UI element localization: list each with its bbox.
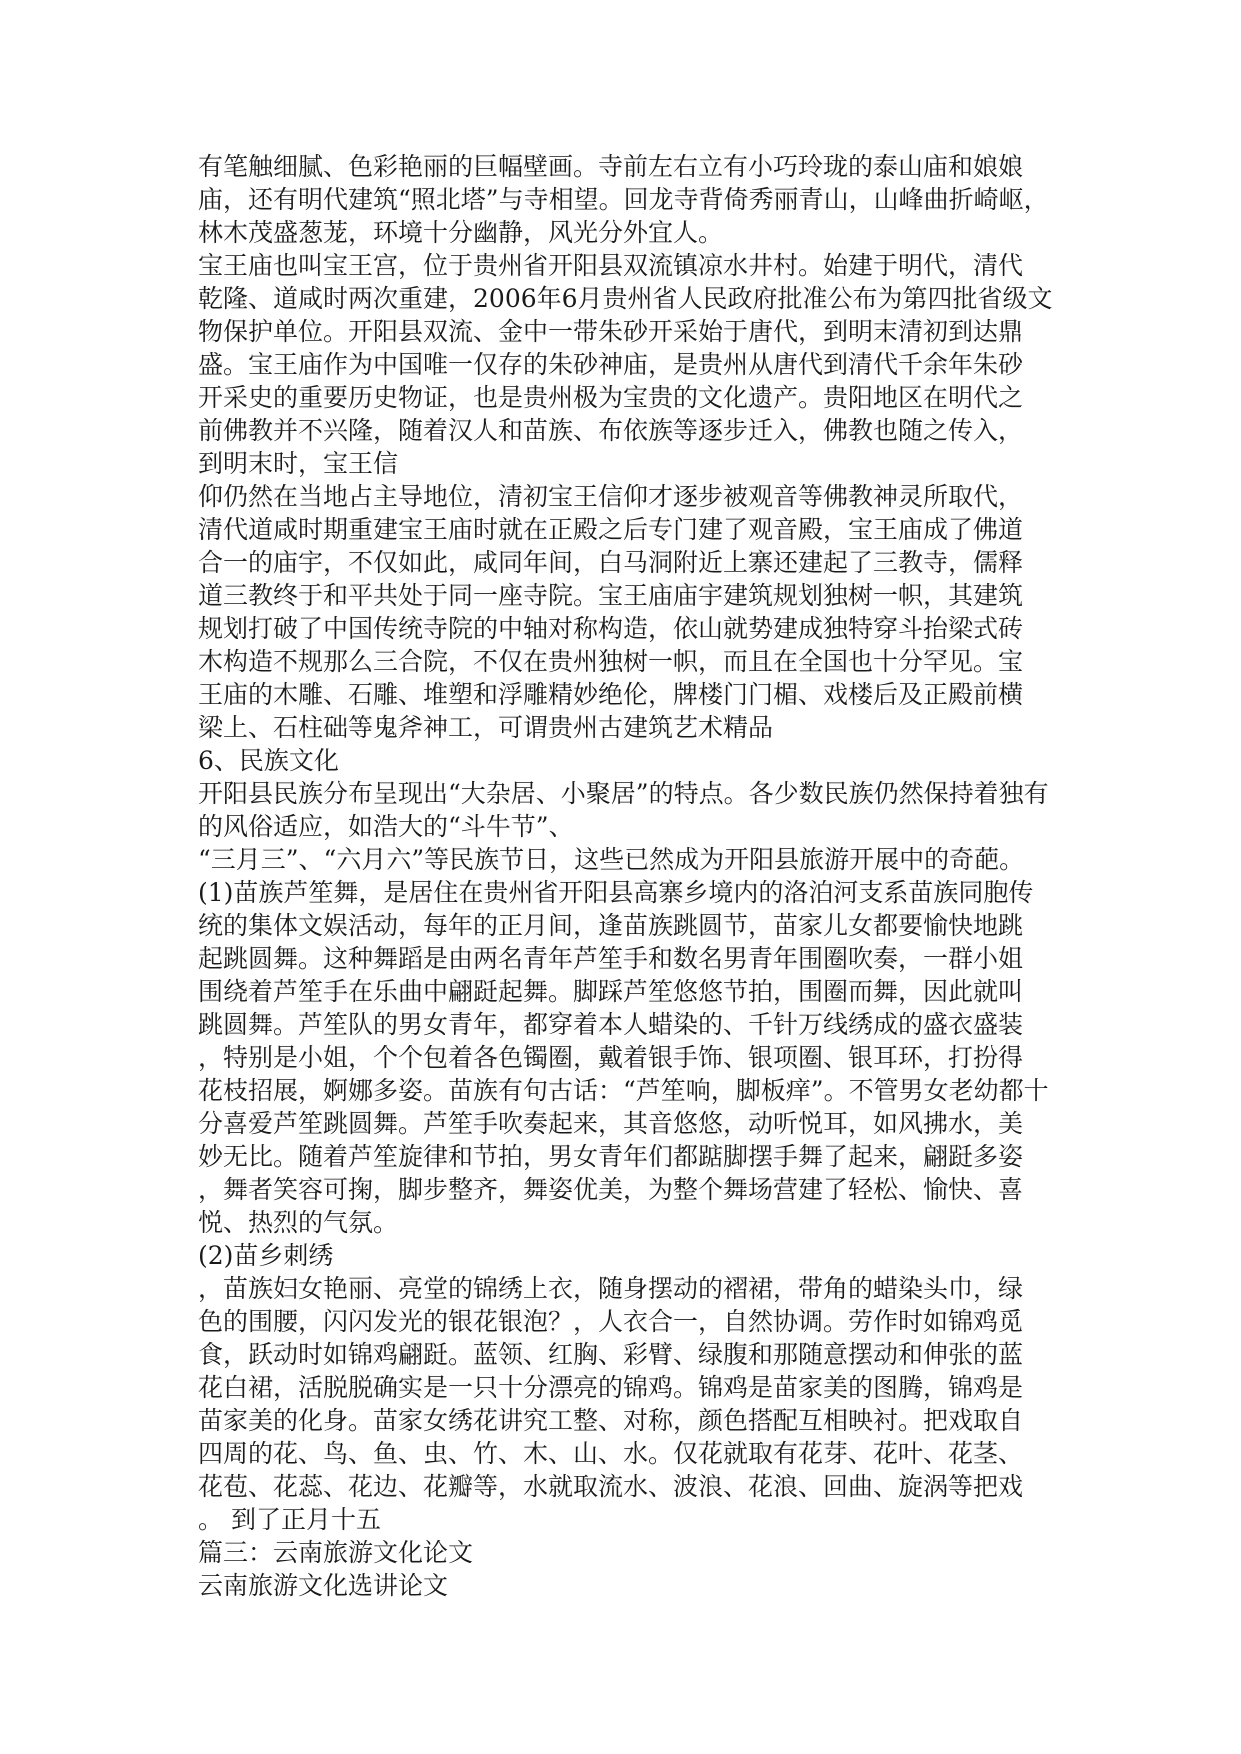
text-line: 仰仍然在当地占主导地位，清初宝王信仰才逐步被观音等佛教神灵所取代，	[198, 482, 1024, 511]
text-line: 分喜爱芦笙跳圆舞。芦笙手吹奏起来，其音悠悠，动听悦耳，如风拂水，美	[198, 1109, 1024, 1138]
text-line: 起跳圆舞。这种舞蹈是由两名青年芦笙手和数名男青年围圈吹奏，一群小姐	[198, 944, 1024, 973]
text-line: 围绕着芦笙手在乐曲中翩跹起舞。脚踩芦笙悠悠节拍，围圈而舞，因此就叫	[198, 977, 1024, 1006]
text-line: 开阳县民族分布呈现出“大杂居、小聚居”的特点。各少数民族仍然保持着独有	[198, 779, 1049, 808]
text-line: 悦、热烈的气氛。	[198, 1208, 399, 1237]
text-line: 合一的庙宇，不仅如此，咸同年间，白马洞附近上寨还建起了三教寺，儒释	[198, 548, 1024, 577]
text-line: 庙，还有明代建筑“照北塔”与寺相望。回龙寺背倚秀丽青山，山峰曲折崎岖，	[198, 185, 1049, 214]
text-line: 花枝招展，婀娜多姿。苗族有句古话：“芦笙响，脚板痒”。不管男女老幼都十	[198, 1076, 1049, 1105]
text-line: 妙无比。随着芦笙旋律和节拍，男女青年们都踮脚摆手舞了起来，翩跹多姿	[198, 1142, 1024, 1171]
text-line: 到明末时，宝王信	[198, 449, 399, 478]
text-line: ，苗族妇女艳丽、亮堂的锦绣上衣，随身摆动的褶裙，带角的蜡染头巾，绿	[198, 1274, 1024, 1303]
text-line: 梁上、石柱础等鬼斧神工，可谓贵州古建筑艺术精品	[198, 713, 774, 742]
text-line: ，特别是小姐，个个包着各色镯圈，戴着银手饰、银项圈、银耳环，打扮得	[198, 1043, 1024, 1072]
text-line: 色的围腰，闪闪发光的银花银泡？，人衣合一，自然协调。劳作时如锦鸡觅	[198, 1307, 1024, 1336]
text-line: 物保护单位。开阳县双流、金中一带朱砂开采始于唐代，到明末清初到达鼎	[198, 317, 1024, 346]
article-heading: 篇三：云南旅游文化论文	[198, 1538, 474, 1567]
text-line: 规划打破了中国传统寺院的中轴对称构造，依山就势建成独特穿斗抬梁式砖	[198, 614, 1024, 643]
text-line: 花白裙，活脱脱确实是一只十分漂亮的锦鸡。锦鸡是苗家美的图腾，锦鸡是	[198, 1373, 1024, 1402]
text-line: ，舞者笑容可掬，脚步整齐，舞姿优美，为整个舞场营建了轻松、愉快、喜	[198, 1175, 1024, 1204]
text-line: 的风俗适应，如浩大的“斗牛节”、	[198, 812, 574, 841]
text-line: 宝王庙也叫宝王宫，位于贵州省开阳县双流镇凉水井村。始建于明代，清代	[198, 251, 1024, 280]
text-line: 林木茂盛葱茏，环境十分幽静，风光分外宜人。	[198, 218, 724, 247]
text-line: 。 到了正月十五	[198, 1505, 381, 1534]
text-line: 木构造不规那么三合院，不仅在贵州独树一帜，而且在全国也十分罕见。宝	[198, 647, 1024, 676]
text-line: 花苞、花蕊、花边、花瓣等，水就取流水、波浪、花浪、回曲、旋涡等把戏	[198, 1472, 1024, 1501]
text-line: 有笔触细腻、色彩艳丽的巨幅壁画。寺前左右立有小巧玲珑的泰山庙和娘娘	[198, 152, 1024, 181]
subsection-heading: (2)苗乡刺绣	[198, 1241, 334, 1270]
text-line: 四周的花、鸟、鱼、虫、竹、木、山、水。仅花就取有花芽、花叶、花茎、	[198, 1439, 1024, 1468]
section-heading: 6、民族文化	[198, 746, 339, 775]
text-line: “三月三”、“六月六”等民族节日，这些已然成为开阳县旅游开展中的奇葩。	[198, 845, 1025, 874]
text-line: (1)苗族芦笙舞，是居住在贵州省开阳县高寨乡境内的洛泊河支系苗族同胞传	[198, 878, 1034, 907]
text-line: 食，跃动时如锦鸡翩跹。蓝领、红胸、彩臂、绿腹和那随意摆动和伸张的蓝	[198, 1340, 1024, 1369]
text-line: 苗家美的化身。苗家女绣花讲究工整、对称，颜色搭配互相映衬。把戏取自	[198, 1406, 1024, 1435]
text-line: 清代道咸时期重建宝王庙时就在正殿之后专门建了观音殿，宝王庙成了佛道	[198, 515, 1024, 544]
text-line: 王庙的木雕、石雕、堆塑和浮雕精妙绝伦，牌楼门门楣、戏楼后及正殿前横	[198, 680, 1024, 709]
text-line: 盛。宝王庙作为中国唯一仅存的朱砂神庙，是贵州从唐代到清代千余年朱砂	[198, 350, 1024, 379]
document-page	[198, 150, 1053, 1602]
text-line: 统的集体文娱活动，每年的正月间，逢苗族跳圆节，苗家儿女都要愉快地跳	[198, 911, 1024, 940]
text-line: 开采史的重要历史物证，也是贵州极为宝贵的文化遗产。贵阳地区在明代之	[198, 383, 1024, 412]
text-line: 乾隆、道咸时两次重建，2006年6月贵州省人民政府批准公布为第四批省级文	[198, 284, 1053, 313]
article-title: 云南旅游文化选讲论文	[198, 1571, 449, 1600]
text-line: 跳圆舞。芦笙队的男女青年，都穿着本人蜡染的、千针万线绣成的盛衣盛装	[198, 1010, 1024, 1039]
text-line: 前佛教并不兴隆，随着汉人和苗族、布依族等逐步迁入，佛教也随之传入，	[198, 416, 1024, 445]
text-line: 道三教终于和平共处于同一座寺院。宝王庙庙宇建筑规划独树一帜，其建筑	[198, 581, 1024, 610]
